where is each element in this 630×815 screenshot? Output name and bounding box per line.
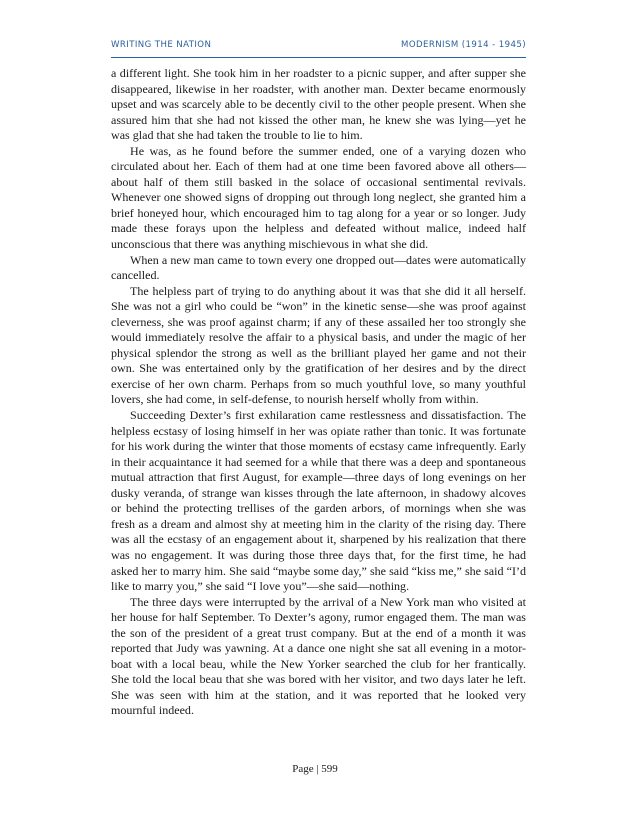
page-number: Page | 599 [292,763,338,775]
paragraph: The helpless part of trying to do anything about it was that she did it all herself. She was not a girl who could be “won” in the kinetic sense—she was proof against cleverness, she was proof against charm; if any of these assailed her too strongly she would immediately resolve the affair to a physical basis, and under the magic of her physical splendor the strong as well as the brilliant played her game and not their own. She was entertained only by the gratification of her desires and by the direct exercise of her own charm. Perhaps from so much youthful love, so many youthful lovers, she had come, in self-defense, to nourish herself wholly from within. [111,283,526,407]
header-rule [111,57,526,58]
paragraph: The three days were interrupted by the arrival of a New York man who visited at her house for half September. To Dexter’s agony, rumor engaged them. The man was the son of the president of a great trust company. But at the end of a month it was reported that Judy was yawning. At a dance one night she sat all evening in a motor-boat with a local beau, while the New Yorker searched the club for her frantically. She told the local beau that she was bored with her visitor, and two days later he left. She was seen with him at the station, and it was reported that he looked very mournful indeed. [111,594,526,718]
header-section-title: MODERNISM (1914 - 1945) [401,40,526,50]
paragraph: When a new man came to town every one dropped out—dates were automatically cancelled. [111,252,526,283]
paragraph: a different light. She took him in her roadster to a picnic supper, and after supper she disappeared, likewise in her roadster, with another man. Dexter became enormously upset and was scarcely able to be decently civil to the other people present. When she assured him that she had not kissed the other man, he knew she was lying—yet he was glad that she had taken the trouble to lie to him. [111,66,526,143]
header-book-title: WRITING THE NATION [111,40,212,50]
running-header [111,40,526,54]
body-text [111,66,526,719]
paragraph: Succeeding Dexter’s first exhilaration came restlessness and dissatisfaction. The helpless ecstasy of losing himself in her was opiate rather than tonic. It was fortunate for his work during the winter that those moments of ecstasy came infrequently. Early in their acquaintance it had seemed for a while that there was a deep and spontaneous mutual attraction that first August, for example—three days of long evenings on her dusky veranda, of strange wan kisses through the late afternoon, in shadowy alcoves or behind the protecting trellises of the garden arbors, of mornings when she was fresh as a dream and almost shy at meeting him in the clarity of the rising day. There was all the ecstasy of an engagement about it, sharpened by his realization that there was no engagement. It was during those three days that, for the first time, he had asked her to marry him. She said “maybe some day,” she said “kiss me,” she said “I’d like to marry you,” she said “I love you”—she said—nothing. [111,408,526,594]
paragraph: He was, as he found before the summer ended, one of a varying dozen who circulated about her. Each of them had at one time been favored above all others—about half of them still basked in the solace of occasional sentimental revivals. Whenever one showed signs of dropping out through long neglect, she granted him a brief honeyed hour, which encouraged him to tag along for a year or so longer. Judy made these forays upon the helpless and defeated without malice, indeed half unconscious that there was anything mischievous in what she did. [111,143,526,252]
